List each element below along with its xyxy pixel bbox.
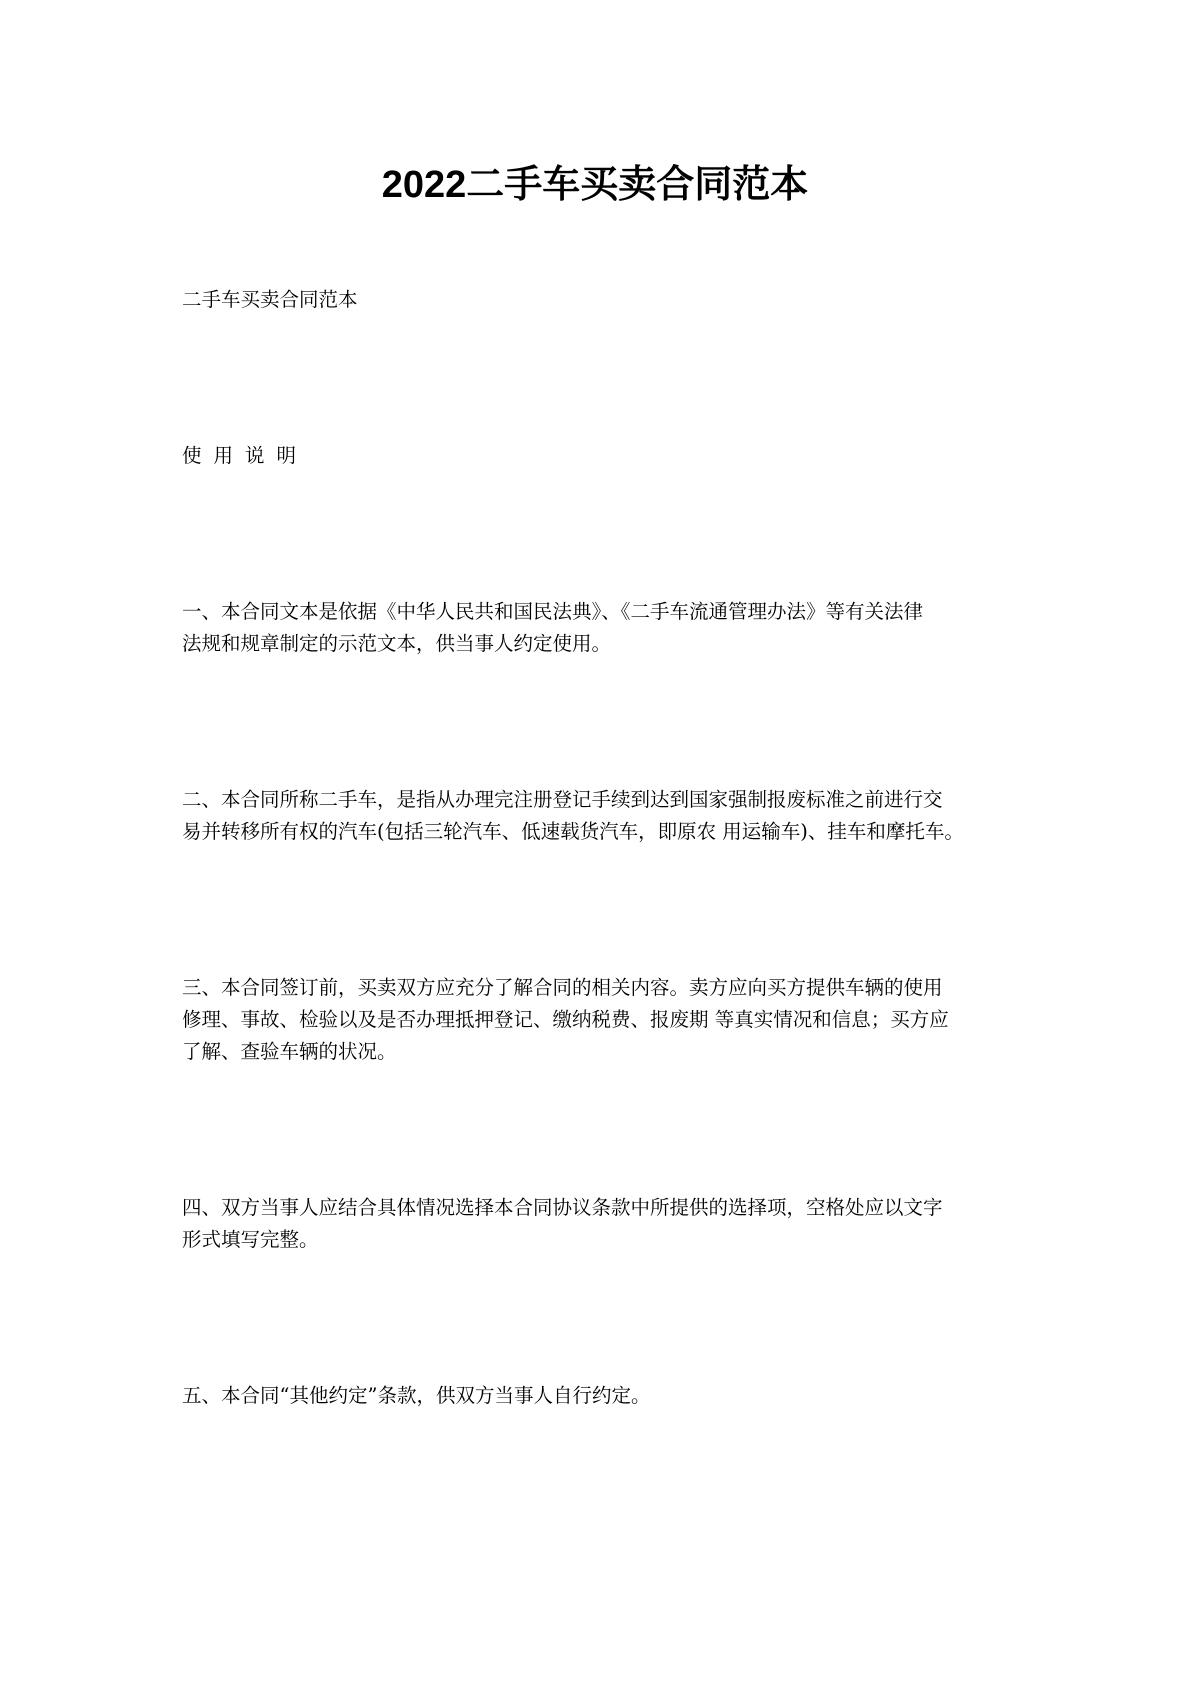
instruction-item-3-line-2: 修理、事故、检验以及是否办理抵押登记、缴纳税费、报废期 等真实情况和信息；买方应 — [182, 1008, 949, 1031]
instructions-heading-text: 使用说明 — [182, 444, 309, 467]
instruction-item-3-line-3: 了解、查验车辆的状况。 — [182, 1040, 397, 1063]
instruction-item-1 — [182, 596, 1042, 660]
instructions-heading — [182, 440, 1042, 472]
instruction-item-4 — [182, 1192, 1042, 1256]
instruction-item-3 — [182, 972, 1042, 1068]
instruction-item-4-line-2: 形式填写完整。 — [182, 1228, 319, 1251]
subtitle-text: 二手车买卖合同范本 — [182, 288, 358, 311]
instruction-item-3-line-1: 三、本合同签订前，买卖双方应充分了解合同的相关内容。卖方应向买方提供车辆的使用 — [182, 976, 943, 999]
instruction-item-2-line-1: 二、本合同所称二手车，是指从办理完注册登记手续到达到国家强制报废标准之前进行交 — [182, 788, 943, 811]
instruction-item-5-line-1: 五、本合同“其他约定”条款，供双方当事人自行约定。 — [182, 1384, 651, 1407]
instruction-item-4-line-1: 四、双方当事人应结合具体情况选择本合同协议条款中所提供的选择项，空格处应以文字 — [182, 1196, 943, 1219]
instruction-item-2 — [182, 784, 1042, 848]
instruction-item-2-line-2: 易并转移所有权的汽车(包括三轮汽车、低速载货汽车，即原农 用运输车)、挂车和摩托车。 — [182, 820, 964, 843]
instruction-item-1-line-1: 一、本合同文本是依据《中华人民共和国民法典》、《二手车流通管理办法》等有关法律 — [182, 600, 924, 623]
instruction-item-5 — [182, 1380, 1042, 1412]
instruction-item-1-line-2: 法规和规章制定的示范文本，供当事人约定使用。 — [182, 632, 612, 655]
document-subtitle — [182, 284, 1042, 316]
document-title: 2022二手车买卖合同范本 — [381, 164, 809, 206]
